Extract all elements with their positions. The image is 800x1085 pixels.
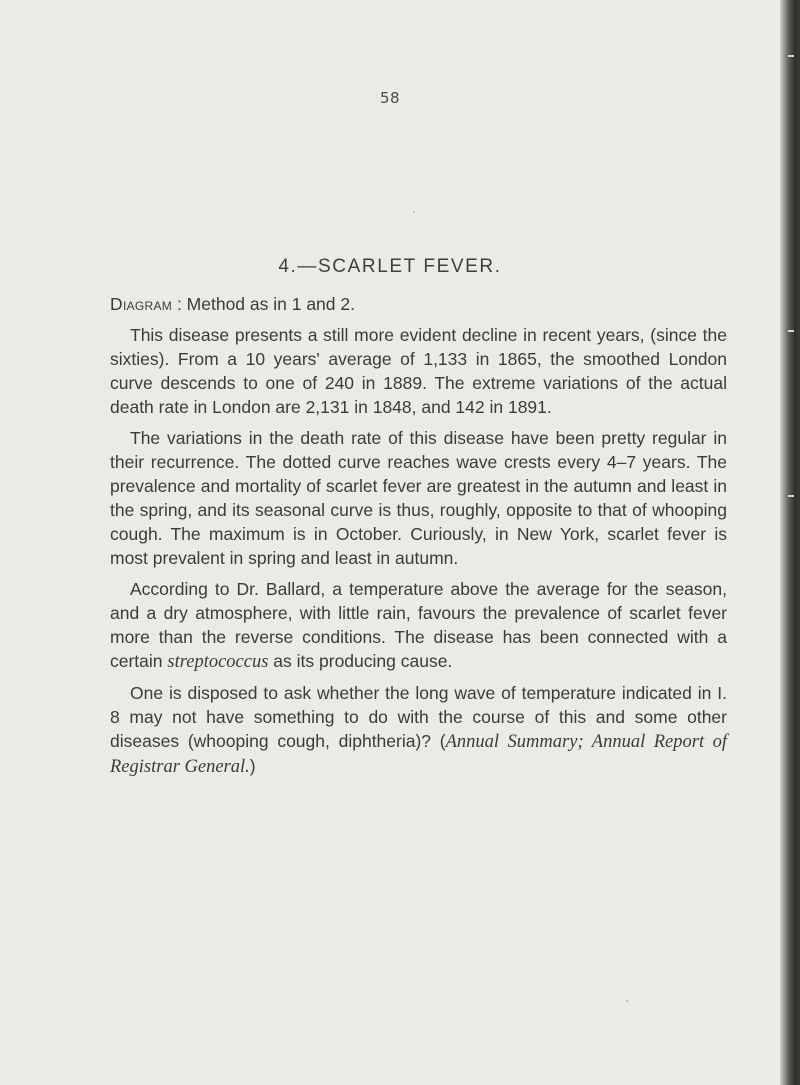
diagram-method-text: Method as in 1 and 2. bbox=[186, 294, 355, 314]
page-number: 58 bbox=[379, 89, 401, 107]
citation-close: ) bbox=[249, 756, 256, 776]
section-title: 4.—SCARLET FEVER. bbox=[278, 256, 502, 277]
diagram-label: Diagram bbox=[110, 294, 173, 314]
paper-speck bbox=[413, 211, 415, 213]
diagram-note bbox=[110, 292, 727, 316]
edge-mark bbox=[788, 495, 794, 497]
binding-edge bbox=[780, 0, 800, 1085]
edge-mark bbox=[788, 55, 794, 57]
edge-mark bbox=[788, 330, 794, 332]
paragraph-decline: This disease presents a still more evident decline in recent years, (since the sixties). From a 10 years' average of 1,133 in 1865, the smoothed London curve descends to one of 240 in 1889. The extreme variations of the actual death rate in London are 2,131 in 1848, and 142 in 1891. bbox=[110, 325, 727, 417]
diagram-separator: : bbox=[172, 294, 187, 314]
body-text bbox=[110, 292, 727, 786]
streptococcus-term: streptococcus bbox=[167, 652, 269, 672]
paragraph-temperature bbox=[110, 681, 727, 779]
ballard-text-end: as its producing cause. bbox=[268, 651, 453, 671]
paragraph-variations: The variations in the death rate of this disease have been pretty regular in their recurrence. The dotted curve reaches wave crests every 4–7 years. The prevalence and mortality of scarlet fever are greatest in the autumn and least in the spring, and its seasonal curve is thus, roughly, opposite to that of whooping cough. The maximum is in October. Curiously, in New York, scarlet fever is most prevalent in spring and least in autumn. bbox=[110, 428, 727, 568]
ballard-text: According to Dr. Ballard, a temperature above the average for the season, and a dry atmosphere, with little rain, favours the prevalence of scarlet fever more than the reverse conditions. The disease has been connected with a certain bbox=[110, 579, 727, 671]
citation: Annual Summary; Annual Report of Registrar General. bbox=[110, 732, 727, 777]
paper-speck bbox=[626, 1000, 628, 1002]
temperature-text: One is disposed to ask whether the long wave of temperature indicated in I. 8 may not have something to do with the course of this and some other diseases (whooping cough, diphtheria)? ( bbox=[110, 683, 727, 751]
paragraph-ballard bbox=[110, 577, 727, 674]
